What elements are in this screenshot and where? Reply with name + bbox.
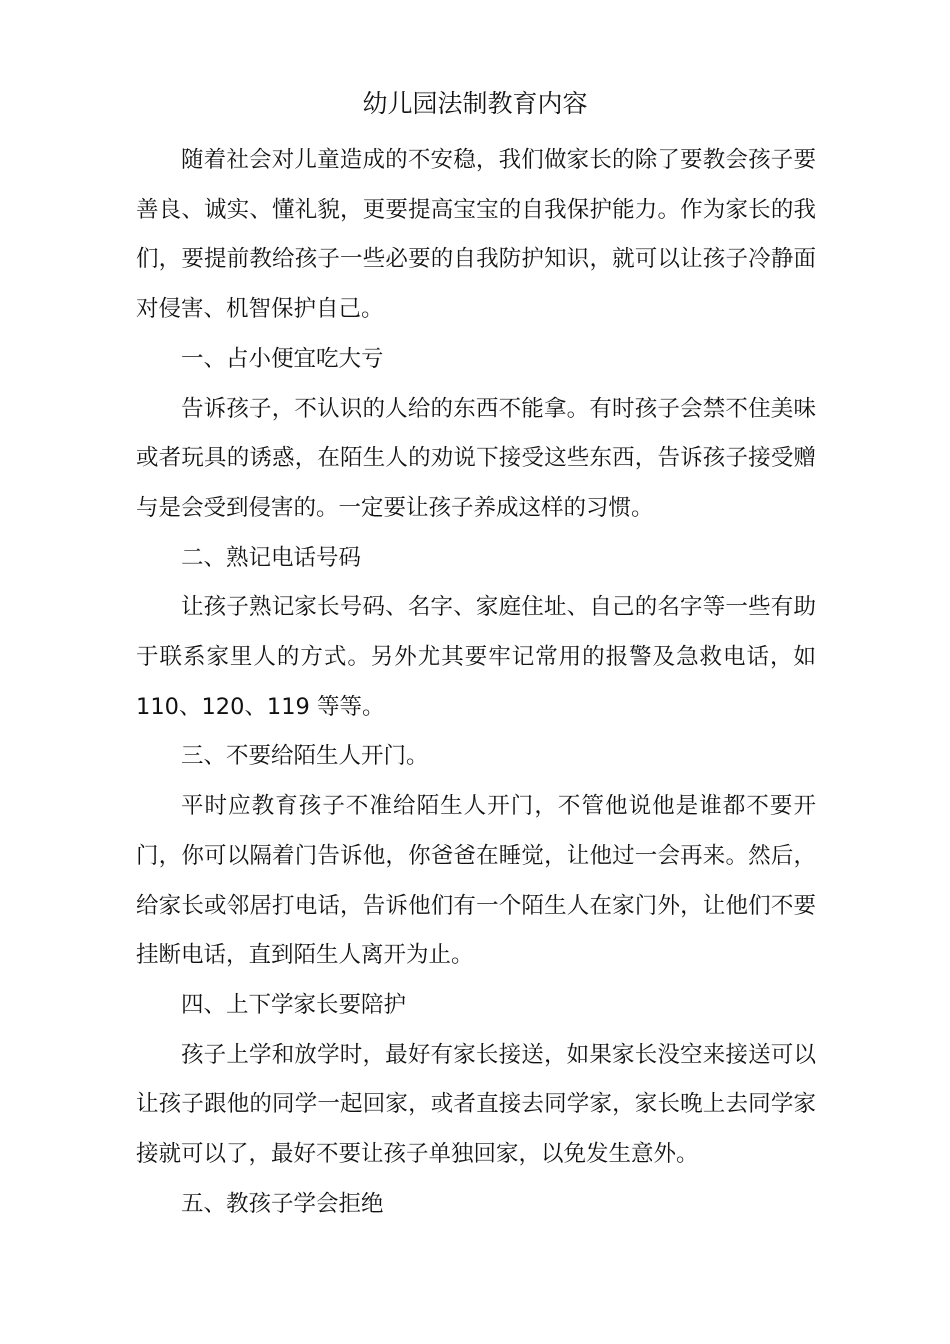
- section-heading-5: 五、教孩子学会拒绝: [181, 1190, 384, 1217]
- section-heading-3: 三、不要给陌生人开门。: [181, 743, 429, 770]
- section-paragraph-1: 告诉孩子，不认识的人给的东西不能拿。有时孩子会禁不住美味或者玩具的诱惑，在陌生人的劝说下接受这些东西，告诉孩子接受赠与是会受到侵害的。一定要让孩子养成这样的习惯。: [136, 395, 816, 521]
- section-paragraph-2: 让孩子熟记家长号码、名字、家庭住址、自己的名字等一些有助于联系家里人的方式。另外尤其要牢记常用的报警及急救电话，如110、120、119 等等。: [136, 594, 816, 720]
- section-heading-4: 四、上下学家长要陪护: [181, 991, 407, 1018]
- document-body: [136, 136, 816, 1229]
- section-paragraph-4: 孩子上学和放学时，最好有家长接送，如果家长没空来接送可以让孩子跟他的同学一起回家，或者直接去同学家，家长晚上去同学家接就可以了，最好不要让孩子单独回家，以免发生意外。: [136, 1041, 816, 1168]
- section-heading-1: 一、占小便宜吃大亏: [181, 345, 384, 372]
- intro-paragraph: 随着社会对儿童造成的不安稳，我们做家长的除了要教会孩子要善良、诚实、懂礼貌，更要提高宝宝的自我保护能力。作为家长的我们，要提前教给孩子一些必要的自我防护知识，就可以让孩子冷静面对侵害、机智保护自己。: [136, 147, 816, 323]
- section-paragraph-3: 平时应教育孩子不准给陌生人开门，不管他说他是谁都不要开门，你可以隔着门告诉他，你爸爸在睡觉，让他过一会再来。然后，给家长或邻居打电话，告诉他们有一个陌生人在家门外，让他们不要挂断电话，直到陌生人离开为止。: [136, 793, 816, 969]
- section-heading-2: 二、熟记电话号码: [181, 544, 362, 571]
- document-title: 幼儿园法制教育内容: [362, 89, 588, 118]
